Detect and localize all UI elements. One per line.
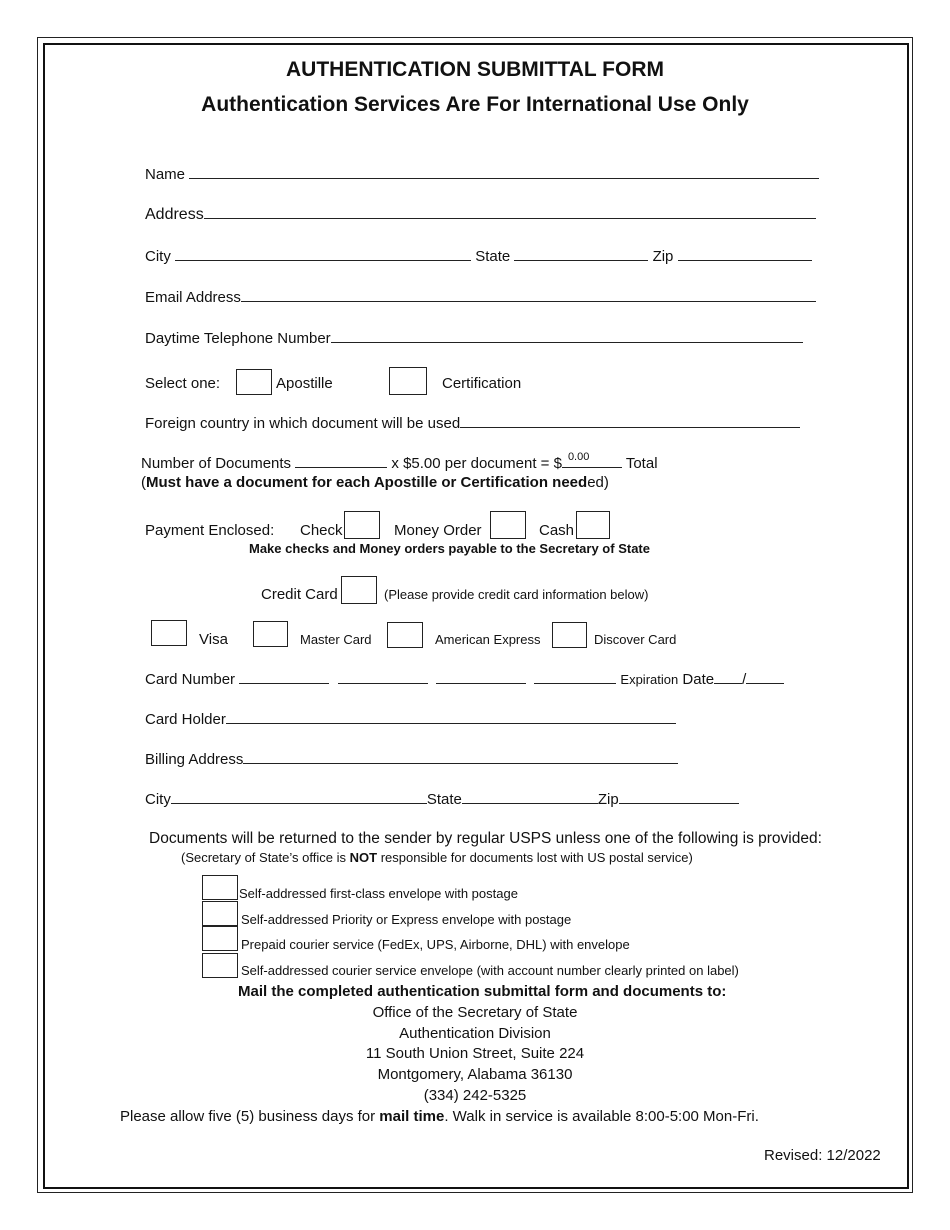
card-number-group-1[interactable] (239, 669, 329, 684)
return-option-1-label: Self-addressed first-class envelope with postage (239, 886, 518, 901)
allow-post: . Walk in service is available 8:00-5:00 Mon-Fri. (444, 1108, 759, 1125)
state-label: State (475, 248, 511, 265)
name-field[interactable] (189, 164, 819, 179)
note-open: ( (141, 474, 146, 491)
credit-card-note: (Please provide credit card information below) (384, 587, 649, 602)
card-number-group-2[interactable] (338, 669, 428, 684)
email-row (145, 287, 816, 308)
total-value: 0.00 (567, 451, 590, 463)
payment-label: Payment Enclosed: (145, 522, 275, 539)
discover-label: Discover Card (594, 632, 677, 647)
name-row (145, 164, 819, 185)
zip-label: Zip (652, 248, 674, 265)
return-option-1-checkbox[interactable] (202, 875, 238, 900)
money-order-checkbox[interactable] (490, 511, 526, 539)
revised-date: Revised: 12/2022 (764, 1147, 881, 1164)
allow-pre: Please allow five (5) business days for (120, 1108, 376, 1125)
foreign-country-label: Foreign country in which document will be used (145, 415, 461, 432)
num-documents-label: Number of Documents (141, 455, 292, 472)
billing-city-field[interactable] (171, 789, 427, 804)
billing-state-label: State (426, 791, 462, 808)
amex-checkbox[interactable] (387, 622, 423, 648)
disclaimer-pre: (Secretary of State’s office is (181, 850, 346, 865)
card-number-row (145, 669, 784, 690)
city-state-zip-row (145, 246, 812, 267)
phone-label: Daytime Telephone Number (145, 330, 331, 347)
payable-note: Make checks and Money orders payable to the Secretary of State (249, 541, 650, 556)
billing-address-row (145, 749, 678, 770)
allow-bold: mail time (379, 1108, 445, 1125)
address-label: Address (145, 206, 204, 223)
price-text: x $5.00 per document = $ (391, 455, 562, 472)
visa-checkbox[interactable] (151, 620, 187, 646)
return-option-2-checkbox[interactable] (202, 901, 238, 926)
credit-card-checkbox[interactable] (341, 576, 377, 604)
billing-state-field[interactable] (462, 789, 598, 804)
cash-checkbox[interactable] (576, 511, 610, 539)
select-one-label: Select one: (145, 375, 221, 392)
expiration-slash: / (742, 671, 747, 688)
certification-label: Certification (442, 375, 522, 392)
return-option-3-checkbox[interactable] (202, 926, 238, 951)
mailing-office: Office of the Secretary of State (372, 1004, 578, 1021)
form-title: AUTHENTICATION SUBMITTAL FORM (286, 58, 664, 81)
foreign-country-row (145, 413, 800, 434)
expiration-year-field[interactable] (746, 669, 784, 684)
billing-address-label: Billing Address (145, 751, 244, 768)
form-subtitle: Authentication Services Are For International Use Only (201, 93, 749, 116)
email-label: Email Address (145, 289, 241, 306)
expiration-date-label: Date (682, 671, 715, 688)
email-field[interactable] (241, 287, 816, 302)
zip-field[interactable] (678, 246, 812, 261)
mailing-street: 11 South Union Street, Suite 224 (365, 1045, 585, 1062)
discover-checkbox[interactable] (552, 622, 587, 648)
state-field[interactable] (514, 246, 648, 261)
billing-city-row (145, 789, 739, 810)
num-documents-row (141, 453, 658, 474)
expiration-month-field[interactable] (714, 669, 742, 684)
mailing-heading: Mail the completed authentication submittal form and documents to: (238, 983, 727, 1000)
mailing-phone: (334) 242-5325 (423, 1087, 527, 1104)
billing-city-label: City (145, 791, 171, 808)
certification-checkbox[interactable] (389, 367, 427, 395)
note-bold: Must have a document for each Apostille or Certification need (146, 474, 588, 491)
disclaimer-bold: NOT (349, 850, 378, 865)
mailing-city-state: Montgomery, Alabama 36130 (377, 1066, 573, 1083)
card-holder-label: Card Holder (145, 711, 226, 728)
address-field[interactable] (204, 204, 816, 219)
phone-row (145, 328, 803, 349)
check-checkbox[interactable] (344, 511, 380, 539)
address-row (145, 204, 816, 225)
return-option-3-label: Prepaid courier service (FedEx, UPS, Airborne, DHL) with envelope (241, 937, 630, 952)
return-option-2-label: Self-addressed Priority or Express envelope with postage (241, 912, 572, 927)
mail-time-note (120, 1107, 759, 1127)
visa-label: Visa (199, 631, 228, 648)
returns-disclaimer (181, 850, 693, 865)
num-documents-field[interactable] (295, 453, 387, 468)
card-number-group-4[interactable] (534, 669, 616, 684)
master-card-checkbox[interactable] (253, 621, 288, 647)
card-number-group-3[interactable] (436, 669, 526, 684)
cash-label: Cash (539, 522, 575, 539)
city-field[interactable] (175, 246, 471, 261)
return-option-4-label: Self-addressed courier service envelope (with account number clearly printed on label) (241, 963, 739, 978)
billing-zip-label: Zip (597, 791, 619, 808)
apostille-checkbox[interactable] (236, 369, 272, 395)
apostille-label: Apostille (276, 375, 333, 392)
name-label: Name (145, 166, 186, 183)
returns-intro: Documents will be returned to the sender by regular USPS unless one of the following is provided: (149, 830, 822, 847)
note-tail: ed) (587, 474, 609, 491)
city-label: City (145, 248, 171, 265)
master-card-label: Master Card (300, 632, 372, 647)
return-option-4-checkbox[interactable] (202, 953, 238, 978)
money-order-label: Money Order (394, 522, 482, 539)
check-label: Check (300, 522, 343, 539)
billing-address-field[interactable] (243, 749, 678, 764)
document-note (141, 473, 609, 493)
total-field[interactable] (562, 453, 622, 468)
card-holder-row (145, 709, 676, 730)
billing-zip-field[interactable] (619, 789, 739, 804)
foreign-country-field[interactable] (460, 413, 800, 428)
card-holder-field[interactable] (226, 709, 676, 724)
disclaimer-post: responsible for documents lost with US postal service) (380, 850, 693, 865)
card-number-label: Card Number (145, 671, 236, 688)
expiration-label: Expiration (620, 672, 679, 687)
mailing-division: Authentication Division (399, 1025, 551, 1042)
amex-label: American Express (435, 632, 541, 647)
total-label: Total (625, 455, 658, 472)
credit-card-label: Credit Card (261, 586, 338, 603)
phone-field[interactable] (331, 328, 803, 343)
